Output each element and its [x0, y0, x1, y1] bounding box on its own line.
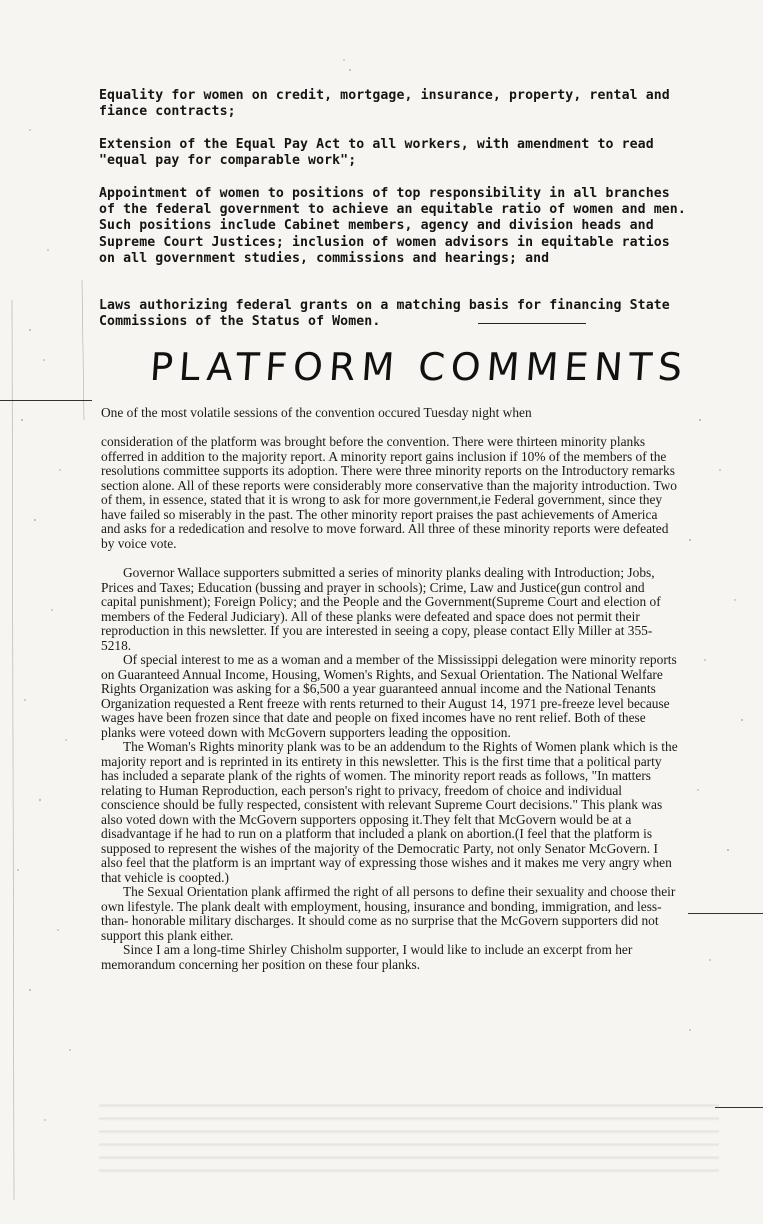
- paragraph-3: Of special interest to me as a woman and a member of the Mississippi delegation were minority reports on Guaranteed Annual Income, Housing, Women's Rights, and Sexual Orientation. The National Welfare Rights Organization was asking for a $6,500 a year guaranteed annual income and the National Tenants Organization requested a Rent freeze with rents returned to their August 14, 1971 pre-freeze level because wages have been frozen since that date and people on fixed incomes have no rent relief. Both of these planks were voteed down with McGovern supporters leading the opposition.: [101, 652, 677, 740]
- article-body: [101, 435, 679, 972]
- plank-item-federal-grants: Laws authorizing federal grants on a matching basis for financing State Commissions of the Status of Women.: [99, 298, 670, 330]
- paragraph-4: The Woman's Rights minority plank was to be an addendum to the Rights of Women plank which is the majority report and is reprinted in its entirety in this newsletter. This is the first time that a political party has included a separate plank of the rights of women. The minority report reads as follows, "In matters relating to Human Reproduction, each person's right to privacy, freedom of choice and individual conscience should be fully respected, consistent with relevant Supreme Court decisions." This plank was also voted down with the McGovern supporters opposing it.They felt that McGovern would be at a disadvantage if he had to run on a platform that included a plank on abortion.(I feel that the platform is supposed to represent the wishes of the majority of the Democratic Party, not only Senator McGovern. I also feel that the platform is an imprtant way of expressing those wishes and it makes me very angry when that vehicle is coopted.): [101, 739, 678, 885]
- paragraph-1: consideration of the platform was brought before the convention. There were thirteen minority planks offerred in addition to the majority report. A minority report gains inclusion if 10% of the members of the resolutions committee supports its adoption. There were three minority reports on the Introductory remarks section alone. All of these reports were considerably more conservative than the majority introduction. Two of them, in essence, stated that it is wrong to ask for more government,ie Federal government, since they have failed so miserably in the past. The other minority report praises the past achievements of America and asks for a rededication and resolve to move forward. All three of these minority reports were defeated by voice vote.: [101, 434, 677, 551]
- margin-rule-right: [688, 913, 763, 914]
- platform-comments-heading: PLATFORM COMMENTS: [148, 345, 690, 389]
- handwritten-underline: [478, 323, 586, 324]
- paragraph-1-first-line: One of the most volatile sessions of the convention occured Tuesday night when: [101, 405, 532, 420]
- margin-rule-left: [0, 400, 92, 401]
- plank-item-appointments: Appointment of women to positions of top responsibility in all branches of the federal government to achieve an equitable ratio of women and men. Such positions include Cabinet members, agency and division heads and Supreme Court Justices; inclusion of women advisors in equitable ratios on all government studies, commissions and hearings; and: [99, 186, 686, 266]
- article-opening-line: [101, 406, 679, 421]
- paragraph-2: Governor Wallace supporters submitted a series of minority planks dealing with Introduction; Jobs, Prices and Taxes; Education (bussing and prayer in schools); Crime, Law and Justice(gun control and capital punishment); Foreign Policy; and the People and the Government(Supreme Court and election of members of the Federal Judiciary). All of these planks were defeated and space does not permit their reproduction in this newsletter. If you are interested in seeing a copy, please contact Elly Miller at 355-5218.: [101, 565, 661, 653]
- faded-illegible-text: [99, 1095, 719, 1180]
- paragraph-5: The Sexual Orientation plank affirmed the right of all persons to define their sexuality and choose their own lifestyle. The plank dealt with employment, housing, insurance and bonding, immigration, and less-than- honorable military discharges. It should come as no surprise that the McGovern supporters did not support this plank either.: [101, 884, 676, 943]
- plank-item-credit-equality: Equality for women on credit, mortgage, insurance, property, rental and fiance contracts;: [99, 88, 670, 120]
- plank-item-equal-pay: Extension of the Equal Pay Act to all workers, with amendment to read "equal pay for comparable work";: [99, 137, 654, 169]
- paragraph-6: Since I am a long-time Shirley Chisholm supporter, I would like to include an excerpt from her memorandum concerning her position on these four planks.: [101, 942, 633, 972]
- margin-rule-right-lower: [715, 1107, 763, 1108]
